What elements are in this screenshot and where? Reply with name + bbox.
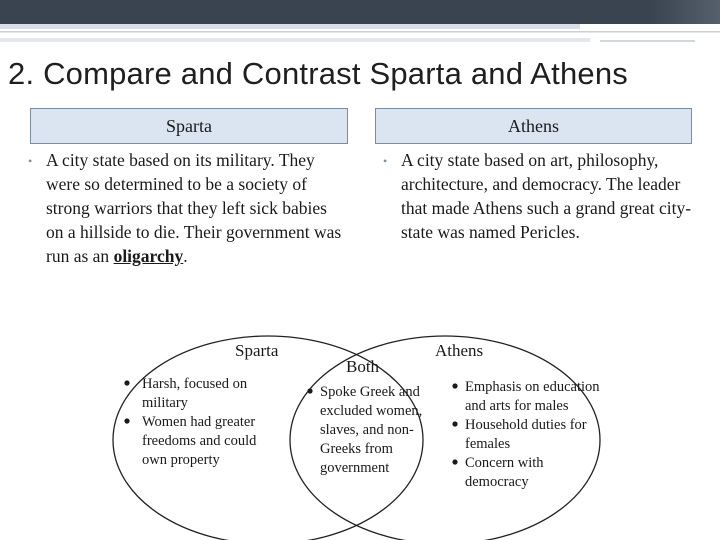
athens-item-2-line-0: Concern with — [465, 455, 544, 471]
athens-item-2-line-1: democracy — [465, 474, 529, 490]
sparta-item-0-line-1: military — [142, 395, 188, 411]
athens-bullet-icon — [452, 459, 457, 464]
sparta-text-start: A city state based on its military. They were so determined to be a society of strong warriors that they left sick babies on a hillside to die. Their government was run as an — [46, 150, 342, 266]
venn-both-label: Both — [346, 357, 380, 376]
athens-bullet-text: A city state based on art, philosophy, architecture, and democracy. The leader that made Athens such a grand great city-state was named Pericles. — [401, 150, 692, 242]
athens-bullet-icon — [452, 421, 457, 426]
slide-title: 2. Compare and Contrast Sparta and Athens — [8, 56, 628, 91]
sparta-item-1-line-0: Women had greater — [142, 414, 256, 430]
athens-circle — [290, 336, 600, 540]
sparta-bullet-icon — [124, 380, 129, 385]
sparta-text-end: . — [183, 246, 188, 266]
sparta-bullet — [28, 148, 348, 268]
both-bullet-icon — [307, 388, 312, 393]
oligarchy-keyword: oligarchy — [113, 246, 184, 266]
banner-shine — [650, 0, 720, 24]
both-item-0-line-1: excluded women, — [320, 403, 423, 419]
athens-item-1-line-0: Household duties for — [465, 417, 587, 433]
bullet-icon: • — [28, 154, 33, 168]
both-item-0-line-2: slaves, and non- — [320, 422, 414, 438]
athens-column-header: Athens — [375, 108, 692, 144]
athens-item-1-line-1: females — [465, 436, 511, 452]
venn-sparta-label: Sparta — [235, 341, 279, 360]
both-item-0-line-4: government — [320, 460, 390, 476]
bullet-icon: • — [383, 154, 388, 168]
decorative-rule — [0, 24, 720, 48]
athens-item-0-line-1: and arts for males — [465, 398, 569, 414]
sparta-column-header: Sparta — [30, 108, 348, 144]
sparta-bullet-icon — [124, 418, 129, 423]
top-banner — [0, 0, 720, 24]
athens-bullet-icon — [452, 383, 457, 388]
sparta-item-1-line-1: freedoms and could — [142, 433, 257, 449]
sparta-item-1-line-2: own property — [142, 452, 220, 468]
athens-item-0-line-0: Emphasis on education — [465, 379, 600, 395]
venn-athens-label: Athens — [435, 341, 484, 360]
athens-bullet — [383, 148, 693, 244]
sparta-bullet-text — [46, 148, 348, 268]
venn-diagram — [108, 325, 720, 540]
athens-description — [383, 148, 693, 244]
both-item-0-line-3: Greeks from — [320, 441, 393, 457]
sparta-item-0-line-0: Harsh, focused on — [142, 376, 248, 392]
venn-items — [124, 376, 600, 490]
sparta-description — [28, 148, 348, 268]
both-item-0-line-0: Spoke Greek and — [320, 384, 420, 400]
